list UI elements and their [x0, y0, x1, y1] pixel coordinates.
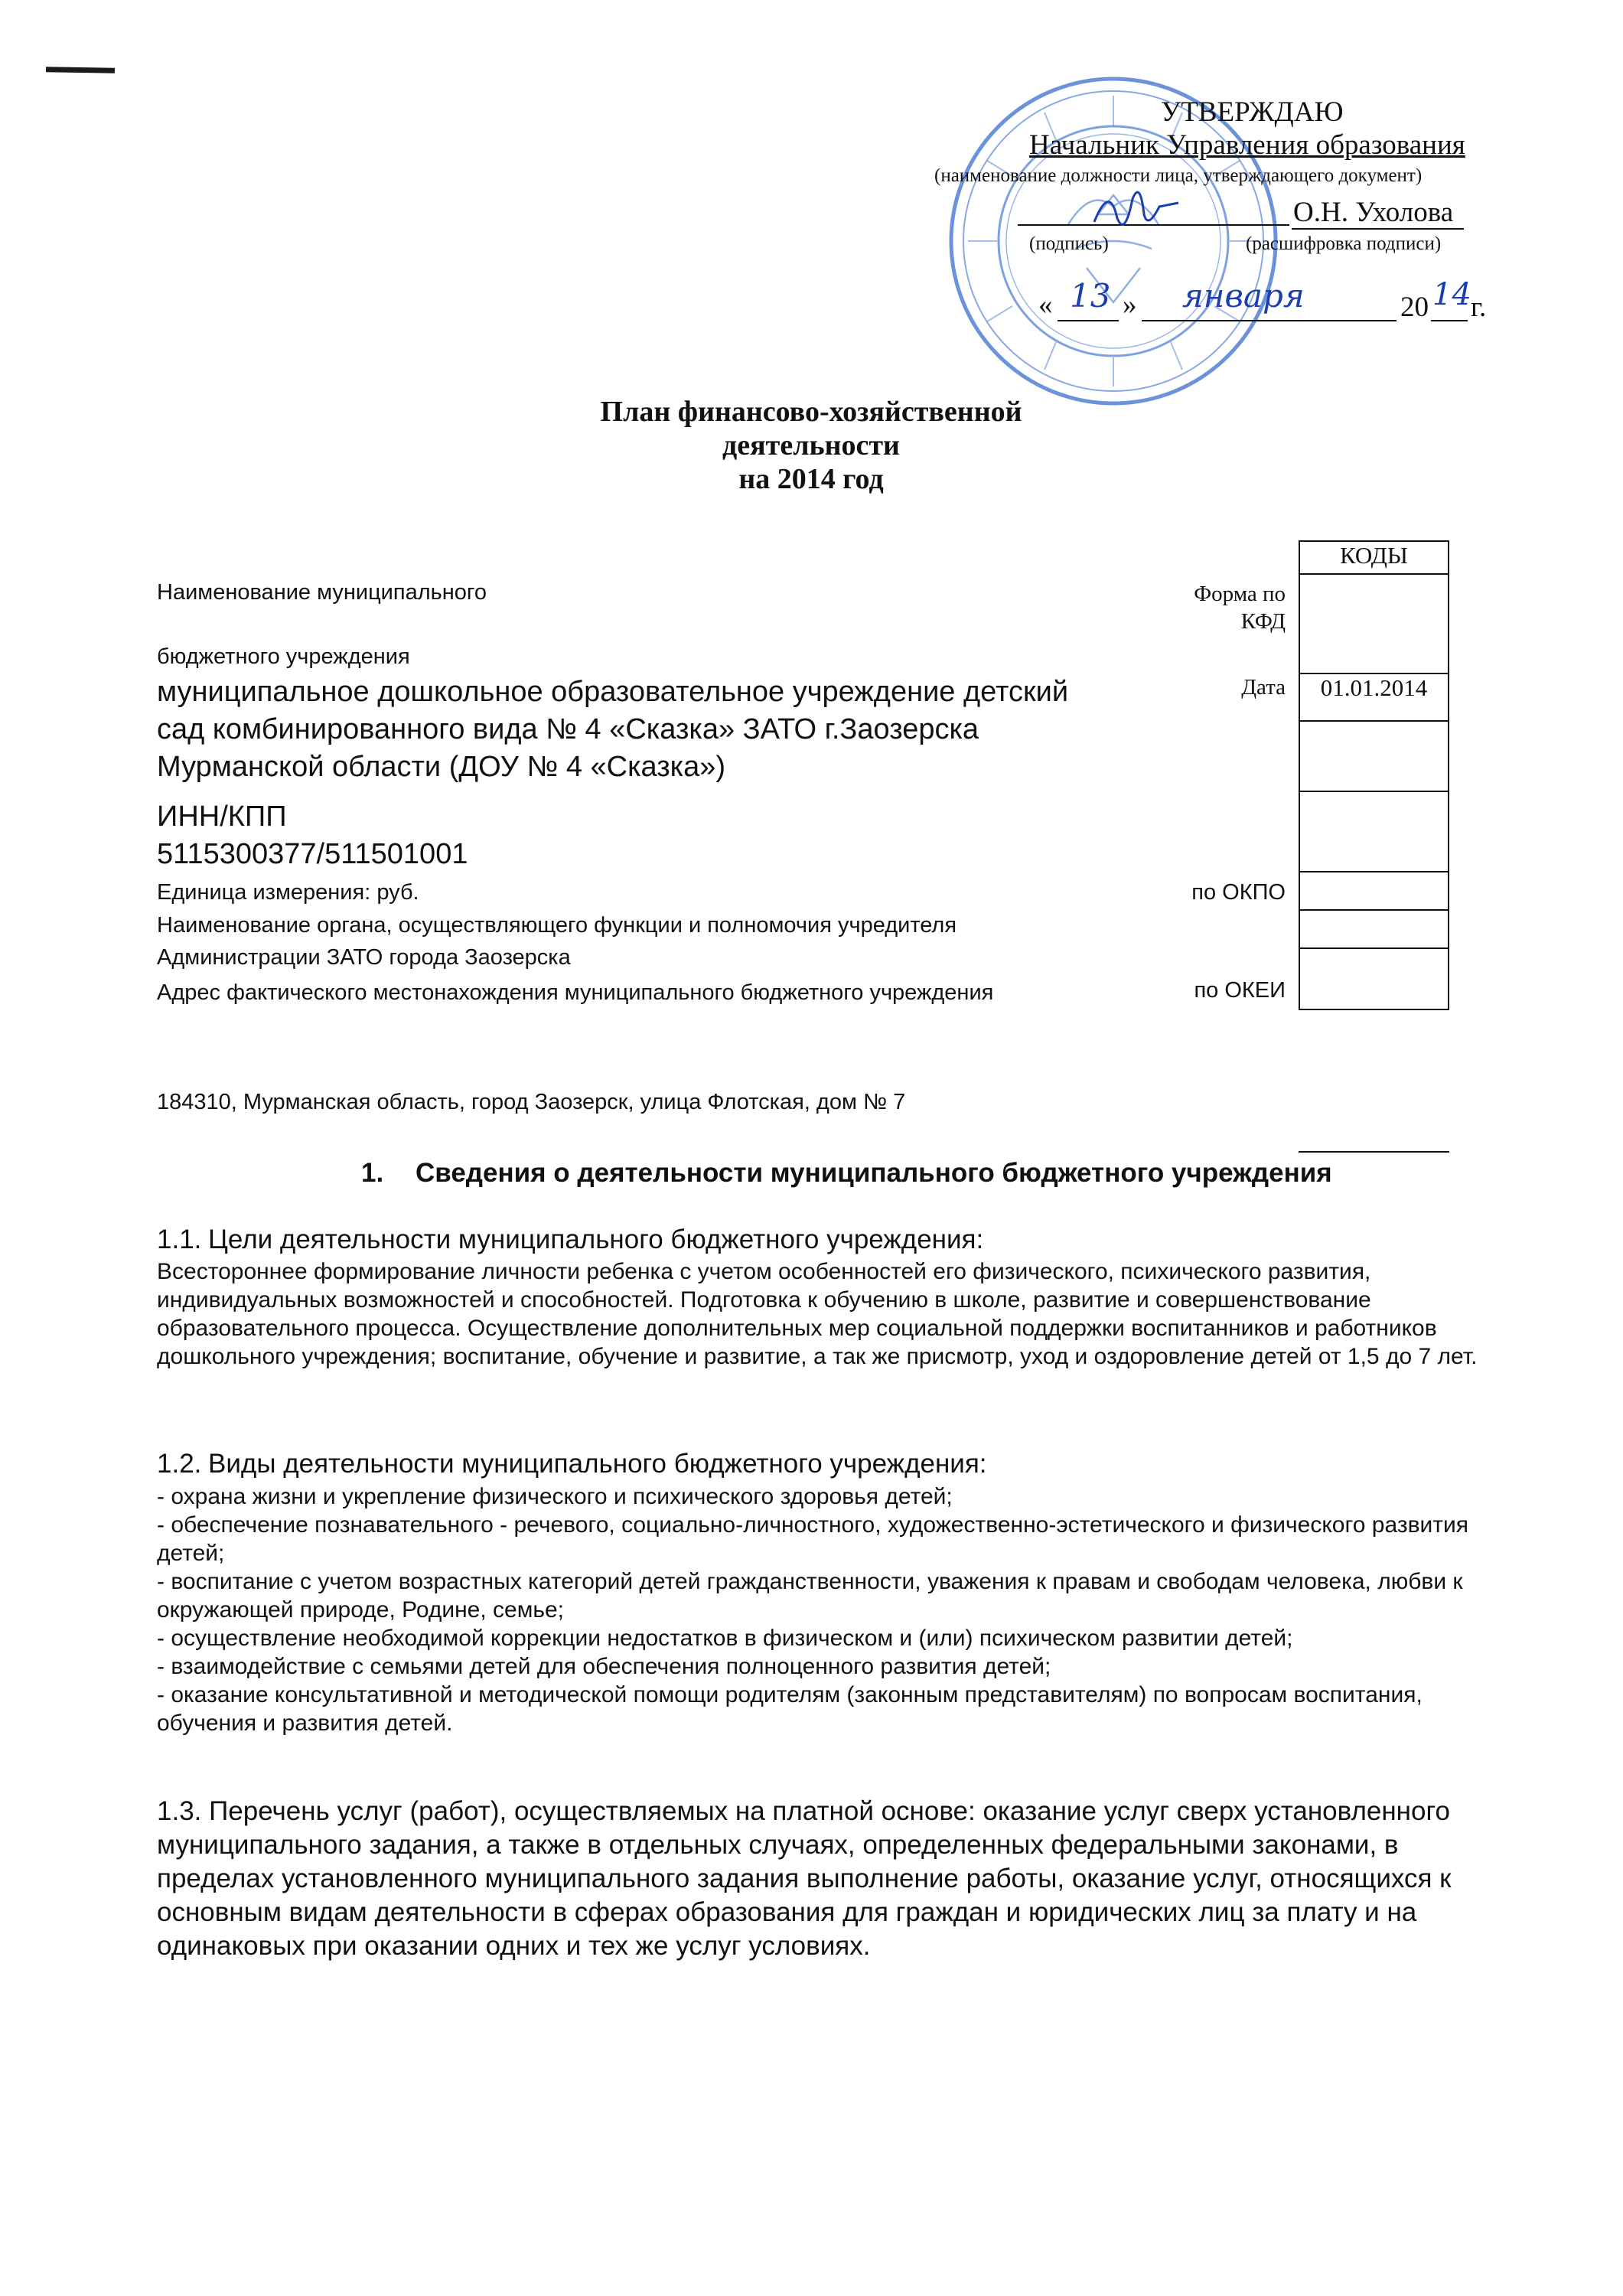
codes-date-label: Дата	[1241, 675, 1286, 700]
date-year-prefix: 20	[1400, 292, 1429, 323]
list-item: - осуществление необходимой коррекции недостатков в физическом и (или) психическом развитии детей;	[157, 1626, 1293, 1651]
date-year-unit: г.	[1471, 292, 1487, 323]
section-number: 1.	[361, 1158, 384, 1188]
p3-text: 1.3. Перечень услуг (работ), осуществляемых на платной основе: оказание услуг сверх установленного муниципального задания, а также в отдельных случаях, определенных федеральными законами, в пределах установленного муниципального задания выполнение работы, оказание услуг, относящихся к основным видам деятельности в сферах образования для граждан и юридических лиц за плату и на одинаковых при оказании одних и тех же услуг условиях.	[157, 1796, 1452, 1961]
activities-list	[157, 1482, 1484, 1737]
list-item: - охрана жизни и укрепление физического и психического здоровья детей;	[157, 1484, 953, 1509]
date-year-suffix: 14	[1432, 277, 1471, 312]
codes-blank-row	[1299, 910, 1449, 948]
organization-name: муниципальное дошкольное образовательное учреждение детский сад комбинированного вида № 4 «Сказка» ЗАТО г.Заозерска Мурманской области (ДОУ № 4 «Сказка»)	[157, 676, 1069, 783]
approval-signer-name: О.Н. Ухолова	[1293, 197, 1454, 228]
inn-label: ИНН/КПП	[157, 801, 287, 833]
codes-form-label: Форма по КФД	[1194, 582, 1286, 634]
date-month: января	[1182, 277, 1305, 315]
p1-number: 1.1.	[157, 1225, 202, 1254]
date-day: 13	[1070, 277, 1111, 315]
list-item: - оказание консультативной и методической помощи родителям (законным представителям) по вопросам воспитания, обучения и развития детей.	[157, 1682, 1423, 1736]
codes-blank-row	[1299, 721, 1449, 791]
founder-label: Наименование органа, осуществляющего функции и полномочия учредителя	[157, 913, 957, 938]
codes-form-value	[1299, 574, 1449, 673]
name-label-1: Наименование муниципального	[157, 580, 487, 605]
date-month-line	[1142, 320, 1396, 321]
list-item: - взаимодействие с семьями детей для обеспечения полноценного развития детей;	[157, 1654, 1051, 1679]
codes-blank-row	[1299, 791, 1449, 872]
p2-number: 1.2.	[157, 1449, 202, 1479]
section-title: Сведения о деятельности муниципального бюджетного учреждения	[416, 1158, 1332, 1188]
codes-okpo-value	[1299, 872, 1449, 910]
codes-okei-value	[1299, 948, 1449, 1009]
codes-okpo-label: по ОКПО	[1191, 880, 1286, 905]
p2-title: Виды деятельности муниципального бюджетного учреждения:	[208, 1449, 987, 1479]
date-quote-open: «	[1038, 289, 1053, 321]
list-item: - обеспечение познавательного - речевого, социально-личностного, художественно-эстетического и физического развития детей;	[157, 1512, 1469, 1566]
address-label: Адрес фактического местонахождения муниципального бюджетного учреждения	[157, 980, 994, 1005]
scan-mark	[46, 67, 115, 73]
date-quote-close: »	[1123, 289, 1137, 321]
codes-date-value: 01.01.2014	[1299, 673, 1449, 721]
codes-table	[1299, 540, 1449, 1010]
name-label-2: бюджетного учреждения	[157, 644, 410, 669]
date-day-line	[1058, 320, 1119, 321]
document-title-line3: на 2014 год	[738, 463, 884, 495]
p1-text: Всестороннее формирование личности ребенка с учетом особенностей его физического, психического развития, индивидуальных возможностей и способностей. Подготовка к обучению в школе, развитие и совершенствование образовательного процесса. Осуществление дополнительных мер социальной поддержки воспитанников и работников дошкольного учреждения; воспитание, обучение и развитие, а так же присмотр, уход и оздоровление детей от 1,5 до 7 лет.	[157, 1259, 1478, 1369]
date-year-line	[1431, 320, 1468, 321]
signature-hint: (подпись)	[1029, 233, 1109, 254]
codes-bottom-line	[1299, 1151, 1449, 1153]
p1-title: Цели деятельности муниципального бюджетного учреждения:	[208, 1225, 984, 1254]
document-title-line2: деятельности	[722, 429, 900, 461]
list-item: - воспитание с учетом возрастных категорий детей гражданственности, уважения к правам и свободам человека, любви к окружающей природе, Родине, семье;	[157, 1569, 1463, 1623]
codes-okei-label: по ОКЕИ	[1194, 978, 1286, 1003]
address-value: 184310, Мурманская область, город Заозерск, улица Флотская, дом № 7	[157, 1090, 906, 1114]
approval-heading: УТВЕРЖДАЮ	[1161, 96, 1344, 128]
approval-position-hint: (наименование должности лица, утверждающего документ)	[934, 165, 1423, 186]
codes-header: КОДЫ	[1299, 541, 1449, 574]
name-line	[1292, 228, 1464, 230]
name-hint: (расшифровка подписи)	[1246, 233, 1442, 254]
document-title-line1: План финансово-хозяйственной	[600, 396, 1022, 428]
inn-value: 5115300377/511501001	[157, 838, 468, 870]
founder-value: Администрации ЗАТО города Заозерска	[157, 945, 571, 970]
approval-position: Начальник Управления образования	[1029, 129, 1465, 161]
unit-of-measure: Единица измерения: руб.	[157, 880, 419, 905]
